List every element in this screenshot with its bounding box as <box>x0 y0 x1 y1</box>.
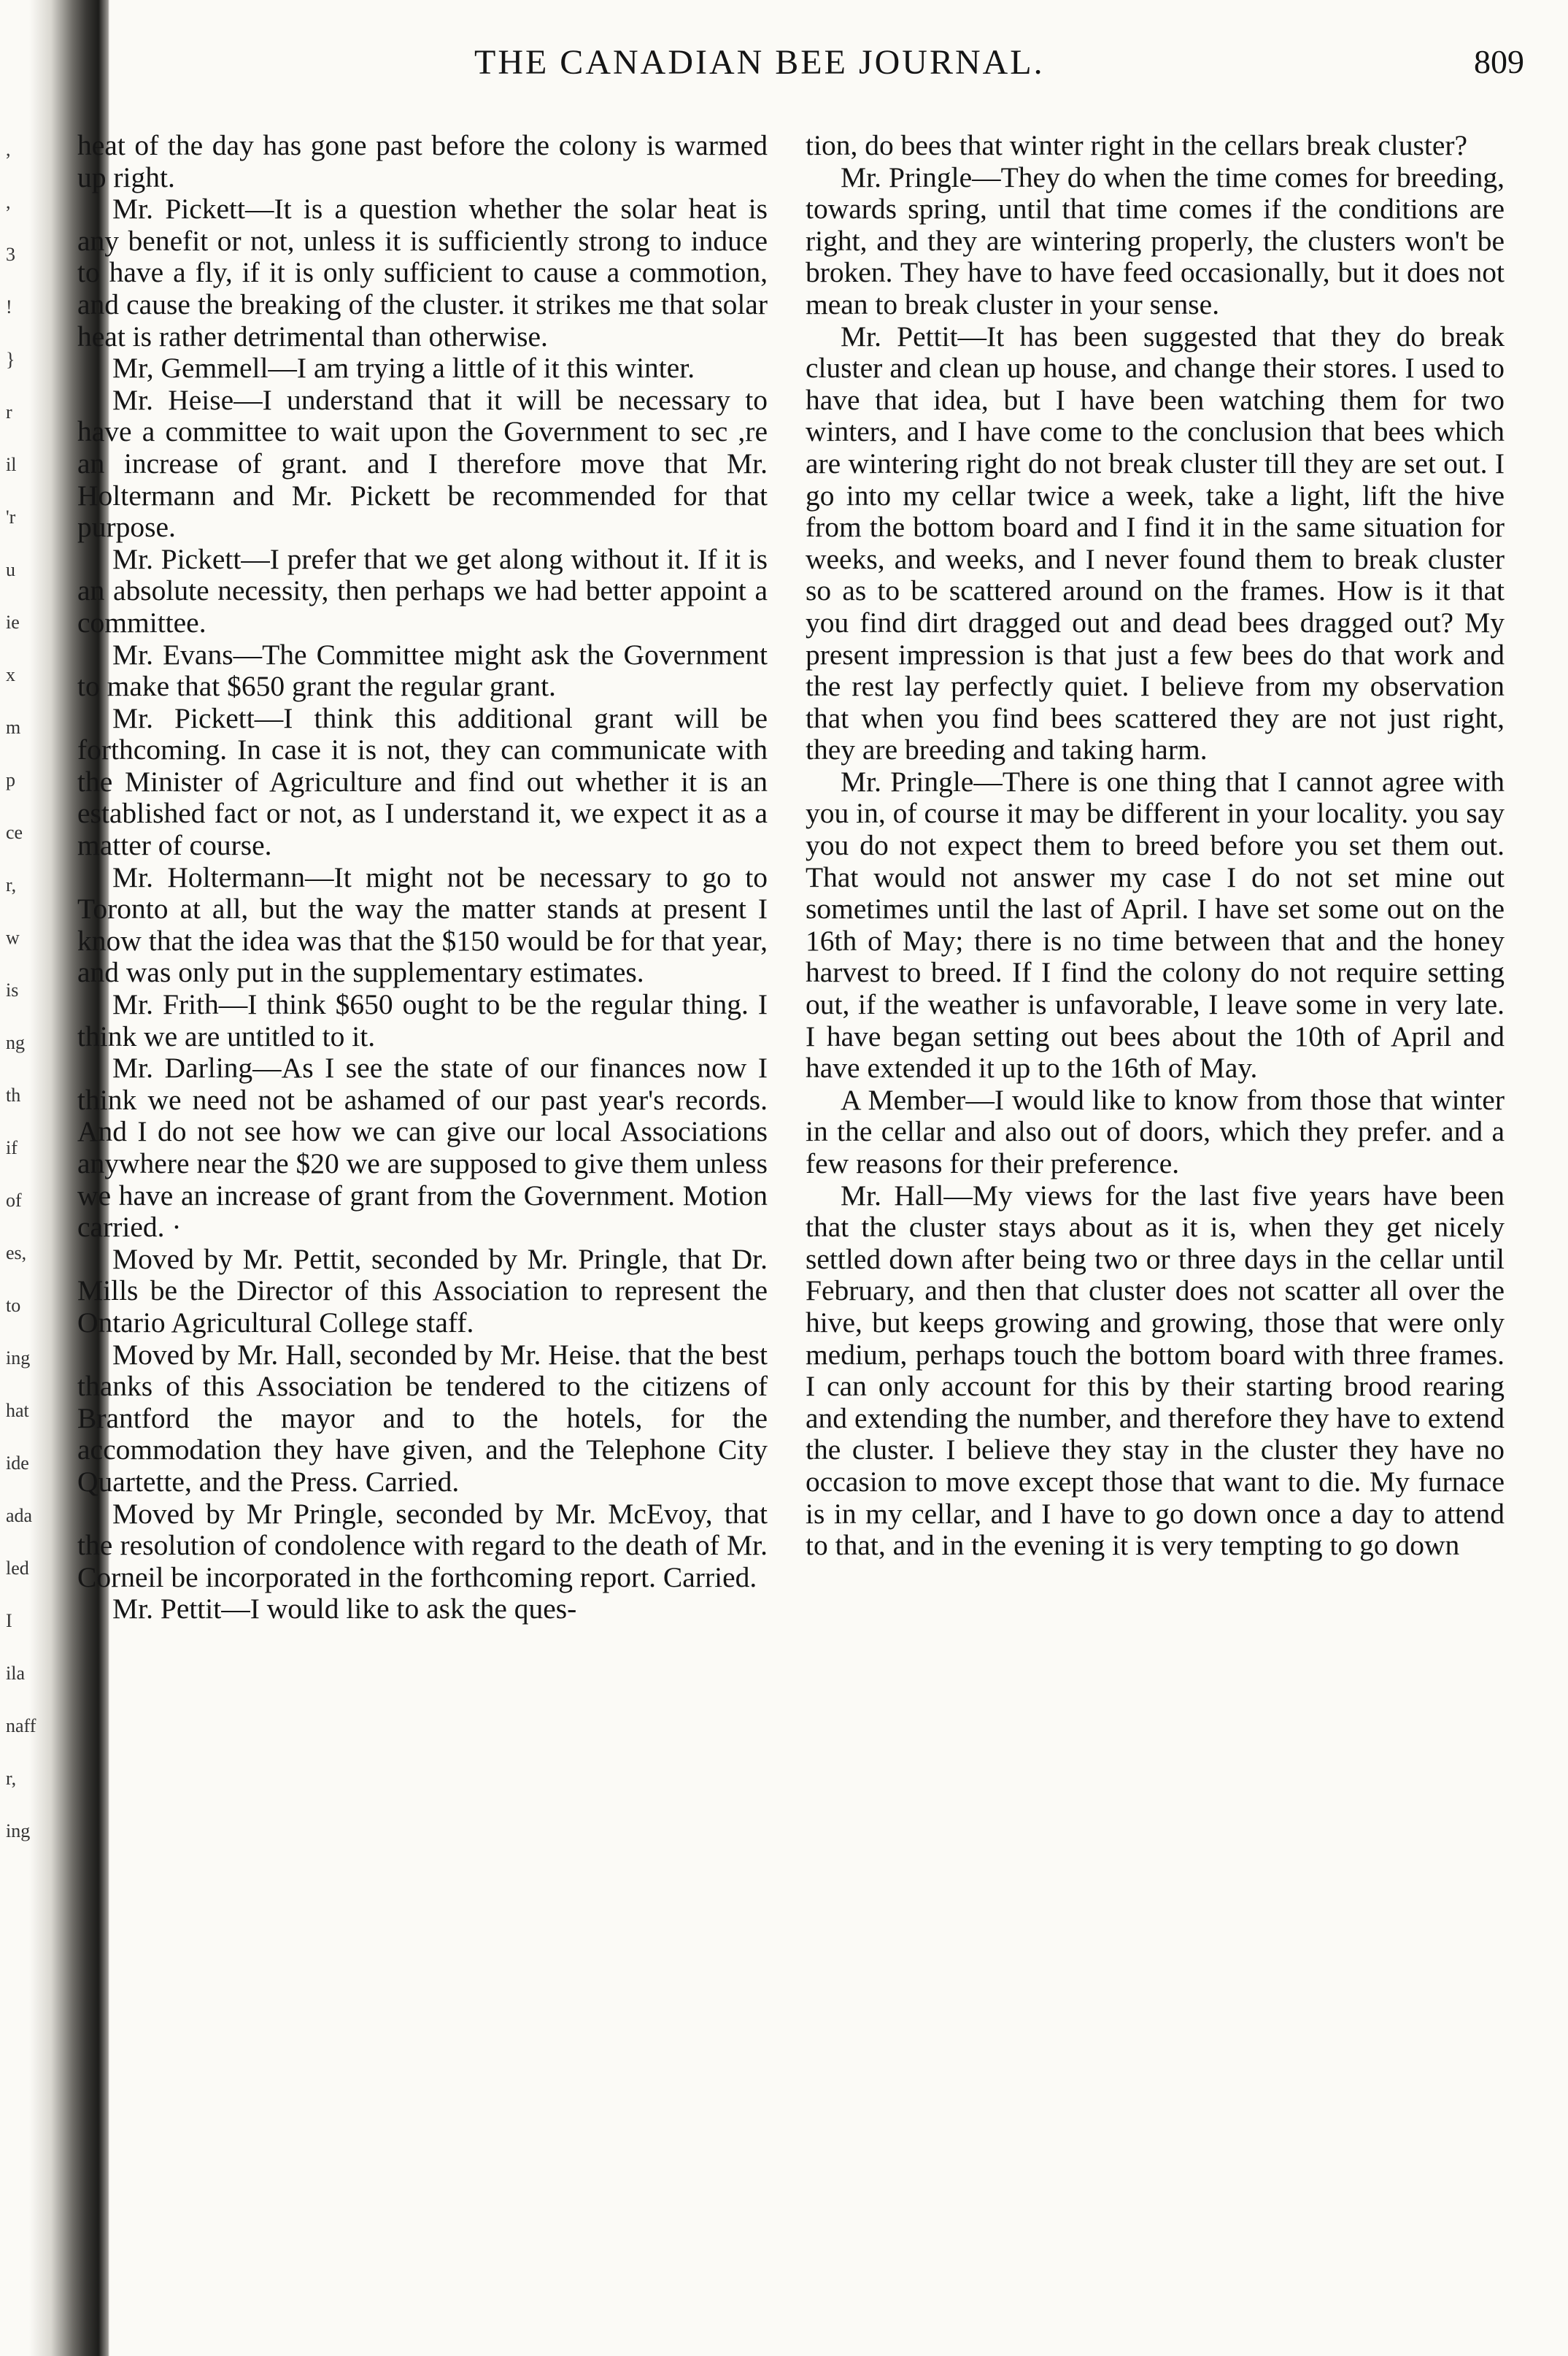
page-header <box>409 42 1524 93</box>
binding-fragment: il <box>6 454 17 475</box>
binding-fragment: r, <box>6 1768 17 1789</box>
binding-fragment: , <box>6 139 11 160</box>
paragraph: Mr. Pettit—I would like to ask the ques- <box>112 1593 577 1625</box>
paragraph: tion, do bees that winter right in the cellars break cluster? <box>806 129 1468 161</box>
paragraph: A Member—I would like to know from those that winter in the cellar and also out of doors, which they prefer. and a few reasons for their preference. <box>806 1083 1505 1179</box>
paragraph: Moved by Mr. Pettit, seconded by Mr. Pringle, that Dr. Mills be the Director of this Association to represent the Ontario Agricultural College staff. <box>77 1242 768 1339</box>
binding-fragment: hat <box>6 1400 29 1421</box>
binding-fragment: u <box>6 559 15 580</box>
binding-fragment: to <box>6 1295 21 1316</box>
right-column <box>806 130 1505 1562</box>
paragraph: Mr. Heise—I understand that it will be necessary to have a committee to wait upon the Government to sec ,re an increase of grant. and I therefore move that Mr. Holtermann and Mr. Pickett be recommended for that purpose. <box>77 383 768 544</box>
binding-fragment: ing <box>6 1347 31 1368</box>
paragraph: Mr. Pringle—They do when the time comes for breeding, towards spring, until that time comes if the conditions are right, and they are wintering properly, the clusters won't be broken. They have to have feed occasionally, but it does not mean to break cluster in your sense. <box>806 161 1505 320</box>
binding-fragment: , <box>6 191 11 212</box>
paragraph: Mr. Evans—The Committee might ask the Government to make that $650 grant the regular grant. <box>77 638 768 703</box>
binding-fragment: th <box>6 1085 21 1106</box>
binding-fragment: p <box>6 769 15 790</box>
journal-title: THE CANADIAN BEE JOURNAL. <box>474 43 1045 82</box>
binding-fragment: ! <box>6 296 12 317</box>
binding-fragment: x <box>6 664 15 685</box>
binding-fragment: r, <box>6 874 17 896</box>
paragraph: Mr. Pickett—I prefer that we get along without it. If it is an absolute necessity, then perhaps we had better appoint a committee. <box>77 542 768 639</box>
page-number: 809 <box>1474 43 1524 80</box>
binding-fragment: es, <box>6 1242 27 1263</box>
binding-fragment: 'r <box>6 507 16 528</box>
binding-fragment: ide <box>6 1452 29 1474</box>
binding-fragment: is <box>6 979 19 1001</box>
binding-fragment: m <box>6 717 21 738</box>
paragraph: Mr. Frith—I think $650 ought to be the regular thing. I think we are untitled to it. <box>77 988 768 1052</box>
paragraph: Mr. Holtermann—It might not be necessary to go to Toronto at all, but the way the matter stands at present I know that the idea was that the $150 would be for that year, and was only put in the supplementary estimates. <box>77 861 768 989</box>
paragraph: heat of the day has gone past before the colony is warmed up right. <box>77 129 768 193</box>
binding-fragment: ie <box>6 612 20 633</box>
paragraph: Mr. Darling—As I see the state of our finances now I think we need not be ashamed of our past year's records. And I do not see how we can give our local Associations anywhere near the $20 we are supposed to give them unless we have an increase of grant from the Government. Motion carried. · <box>77 1052 768 1244</box>
binding-fragment: ada <box>6 1505 33 1526</box>
paragraph: Mr, Gemmell—I am trying a little of it this winter. <box>112 352 695 385</box>
binding-fragment: ila <box>6 1663 25 1684</box>
paragraph: Mr. Pickett—It is a question whether the solar heat is any benefit or not, unless it is sufficiently strong to induce to have a fly, if it is only sufficient to cause a commotion, and cause the breaking of the cluster. it strikes me that solar heat is rather detrimental than otherwise. <box>77 193 768 353</box>
binding-fragment: led <box>6 1558 29 1579</box>
binding-fragment: } <box>6 349 15 370</box>
binding-fragment: ng <box>6 1032 25 1053</box>
binding-fragment: if <box>6 1137 18 1158</box>
paragraph: Mr. Pringle—There is one thing that I cannot agree with you in, of course it may be different in your locality. you say you do not expect them to breed before you set them out. That would not answer my case I do not set mine out sometimes until the last of April. I have set some out on the 16th of May; there is no time between that and the honey harvest to breed. If I find the colony do not require setting out, if the weather is unfavorable, I leave some in very late. I have began setting out bees about the 10th of April and have extended it up to the 16th of May. <box>806 765 1505 1085</box>
left-column <box>77 130 768 1625</box>
binding-fragment: I <box>6 1610 12 1631</box>
binding-fragment: ce <box>6 822 23 843</box>
paragraph: Mr. Hall—My views for the last five years have been that the cluster stays about as it is, when they get nicely settled down after being two or three days in the cellar until February, and then that cluster does not scatter all over the hive, but keeps growing and growing, those that were only medium, perhaps touch the bottom board with three frames. I can only account for this by their starting brood rearing and extending the number, and therefore they have to extend the cluster. I believe they stay in the cluster they have no occasion to move except those that want to die. My furnace is in my cellar, and I have to go down once a day to attend to that, and in the evening it is very tempting to go down <box>806 1179 1505 1562</box>
paragraph: Mr. Pettit—It has been suggested that they do break cluster and clean up house, and change their stores. I used to have that idea, but I have been watching them for two winters, and I have come to the conclusion that bees which are wintering right do not break cluster till they are set out. I go into my cellar twice a week, take a light, lift the hive from the bottom board and I find it in the same situation for weeks, and weeks, and I never found them to break cluster so as to be scattered around on the frames. How is it that you find dirt dragged out and dead bees dragged out? My present impression is that just a few bees do that work and the rest lay perfectly quiet. I believe from my observation that when you find bees scattered they are not just right, they are breeding and taking harm. <box>806 320 1505 766</box>
paragraph: Mr. Pickett—I think this additional grant will be forthcoming. In case it is not, they can communicate with the Minister of Agriculture and find out whether it is an established fact or not, as I understand it, we expect it as a matter of course. <box>77 701 768 862</box>
binding-fragment: naff <box>6 1715 36 1736</box>
binding-fragment: of <box>6 1190 22 1211</box>
binding-fragment: 3 <box>6 244 15 265</box>
paragraph: Moved by Mr Pringle, seconded by Mr. McEvoy, that the resolution of condolence with regard to the death of Mr. Corneil be incorporated in the forthcoming report. Carried. <box>77 1497 768 1593</box>
binding-fragment: r <box>6 401 12 423</box>
binding-fragment: w <box>6 927 20 948</box>
paragraph: Moved by Mr. Hall, seconded by Mr. Heise. that the best thanks of this Association be tendered to the citizens of Brantford the mayor and to the hotels, for the accommodation they have given, and the Telephone City Quartette, and the Press. Carried. <box>77 1338 768 1498</box>
binding-fragment: ing <box>6 1820 31 1841</box>
